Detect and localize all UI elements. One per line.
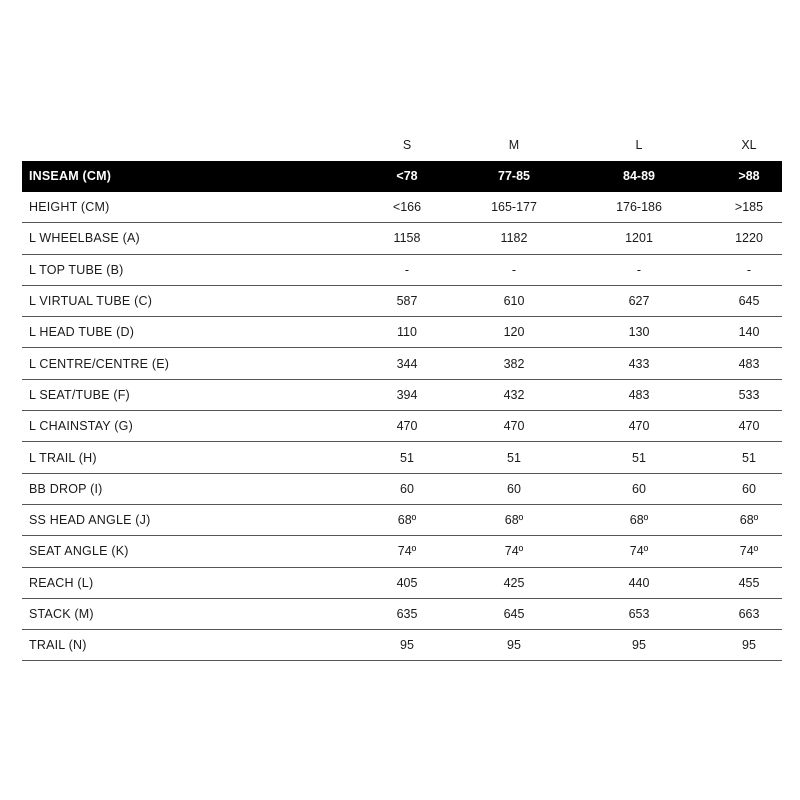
- row-value: 60: [400, 481, 414, 496]
- row-label: L WHEELBASE (A): [29, 231, 140, 246]
- table-row: [22, 630, 782, 661]
- row-value: 440: [628, 575, 650, 590]
- row-value: 344: [396, 356, 418, 371]
- row-value: 74º: [397, 544, 417, 559]
- row-value: 74º: [629, 544, 649, 559]
- row-value: 68º: [629, 513, 649, 528]
- row-value: 483: [738, 356, 760, 371]
- size-header-l: L: [635, 137, 643, 152]
- table-row: [22, 286, 782, 317]
- row-value: 432: [503, 387, 525, 402]
- row-value: >88: [738, 169, 760, 183]
- row-value: 470: [628, 419, 650, 434]
- table-row: [22, 161, 782, 192]
- table-row: [22, 568, 782, 599]
- row-value: 51: [632, 450, 646, 465]
- row-label: L CENTRE/CENTRE (E): [29, 356, 170, 371]
- row-value: 51: [507, 450, 521, 465]
- row-value: 382: [503, 356, 525, 371]
- row-value: 663: [738, 607, 760, 621]
- row-value: 645: [503, 607, 525, 621]
- row-value: 165-177: [491, 200, 537, 215]
- row-value: 130: [628, 325, 650, 340]
- table-row: [22, 536, 782, 567]
- table-row: [22, 599, 782, 630]
- row-value: 433: [628, 356, 650, 371]
- row-value: 455: [738, 575, 760, 590]
- row-value: 610: [503, 294, 525, 309]
- row-value: <166: [392, 200, 422, 215]
- row-value: 533: [738, 387, 760, 402]
- row-value: 483: [628, 387, 650, 402]
- row-value: -: [511, 262, 517, 277]
- row-label: REACH (L): [29, 575, 94, 590]
- row-value: 470: [396, 419, 418, 434]
- table-row: [22, 255, 782, 286]
- row-value: 1220: [735, 231, 763, 246]
- size-header-m: M: [508, 137, 520, 152]
- row-value: 653: [628, 607, 650, 621]
- row-value: 1182: [500, 231, 528, 246]
- table-row: [22, 223, 782, 254]
- row-value: 140: [738, 325, 760, 340]
- row-value: <78: [396, 169, 418, 183]
- row-label: SS HEAD ANGLE (J): [29, 513, 151, 528]
- row-label: L VIRTUAL TUBE (C): [29, 294, 153, 309]
- row-value: 68º: [739, 513, 759, 528]
- size-header-s: S: [402, 137, 412, 152]
- table-row: [22, 317, 782, 348]
- row-value: 68º: [397, 513, 417, 528]
- row-label: HEIGHT (CM): [29, 200, 110, 215]
- row-value: 95: [507, 638, 521, 653]
- row-value: 587: [396, 294, 418, 309]
- row-value: 645: [738, 294, 760, 309]
- table-row: [22, 192, 782, 223]
- table-row: [22, 505, 782, 536]
- row-label: SEAT ANGLE (K): [29, 544, 129, 559]
- row-value: 60: [632, 481, 646, 496]
- row-value: 470: [503, 419, 525, 434]
- row-value: 51: [742, 450, 756, 465]
- row-label: TRAIL (N): [29, 638, 87, 653]
- row-value: 68º: [504, 513, 524, 528]
- row-value: 635: [396, 607, 418, 621]
- table-body: [22, 161, 782, 661]
- size-header-row: [22, 128, 782, 161]
- row-value: -: [746, 262, 752, 277]
- row-value: 405: [396, 575, 418, 590]
- table-row: [22, 380, 782, 411]
- row-label: L TRAIL (H): [29, 450, 97, 465]
- row-label: INSEAM (CM): [29, 169, 112, 183]
- row-label: L CHAINSTAY (G): [29, 419, 133, 434]
- row-label: STACK (M): [29, 607, 94, 621]
- row-value: 176-186: [616, 200, 662, 215]
- row-value: 425: [503, 575, 525, 590]
- row-value: >185: [734, 200, 764, 215]
- row-value: -: [404, 262, 410, 277]
- size-header-xl: XL: [741, 137, 757, 152]
- row-label: L SEAT/TUBE (F): [29, 387, 130, 402]
- row-label: L TOP TUBE (B): [29, 262, 124, 277]
- table-row: [22, 411, 782, 442]
- row-value: 60: [507, 481, 521, 496]
- row-value: 51: [400, 450, 414, 465]
- row-value: 95: [400, 638, 414, 653]
- row-value: 110: [397, 325, 417, 340]
- table-row: [22, 348, 782, 379]
- row-label: L HEAD TUBE (D): [29, 325, 135, 340]
- table-row: [22, 442, 782, 473]
- row-label: BB DROP (I): [29, 481, 103, 496]
- row-value: 95: [742, 638, 756, 653]
- row-value: 394: [396, 387, 418, 402]
- row-value: -: [636, 262, 642, 277]
- row-value: 1201: [625, 231, 653, 246]
- row-value: 84-89: [623, 169, 655, 183]
- row-value: 60: [742, 481, 756, 496]
- row-value: 74º: [504, 544, 524, 559]
- row-value: 74º: [739, 544, 759, 559]
- row-value: 470: [738, 419, 760, 434]
- geometry-table: [22, 128, 782, 661]
- table-row: [22, 474, 782, 505]
- row-value: 120: [503, 325, 525, 340]
- row-value: 1158: [393, 231, 421, 246]
- row-value: 627: [628, 294, 650, 309]
- row-value: 95: [632, 638, 646, 653]
- row-value: 77-85: [498, 169, 530, 183]
